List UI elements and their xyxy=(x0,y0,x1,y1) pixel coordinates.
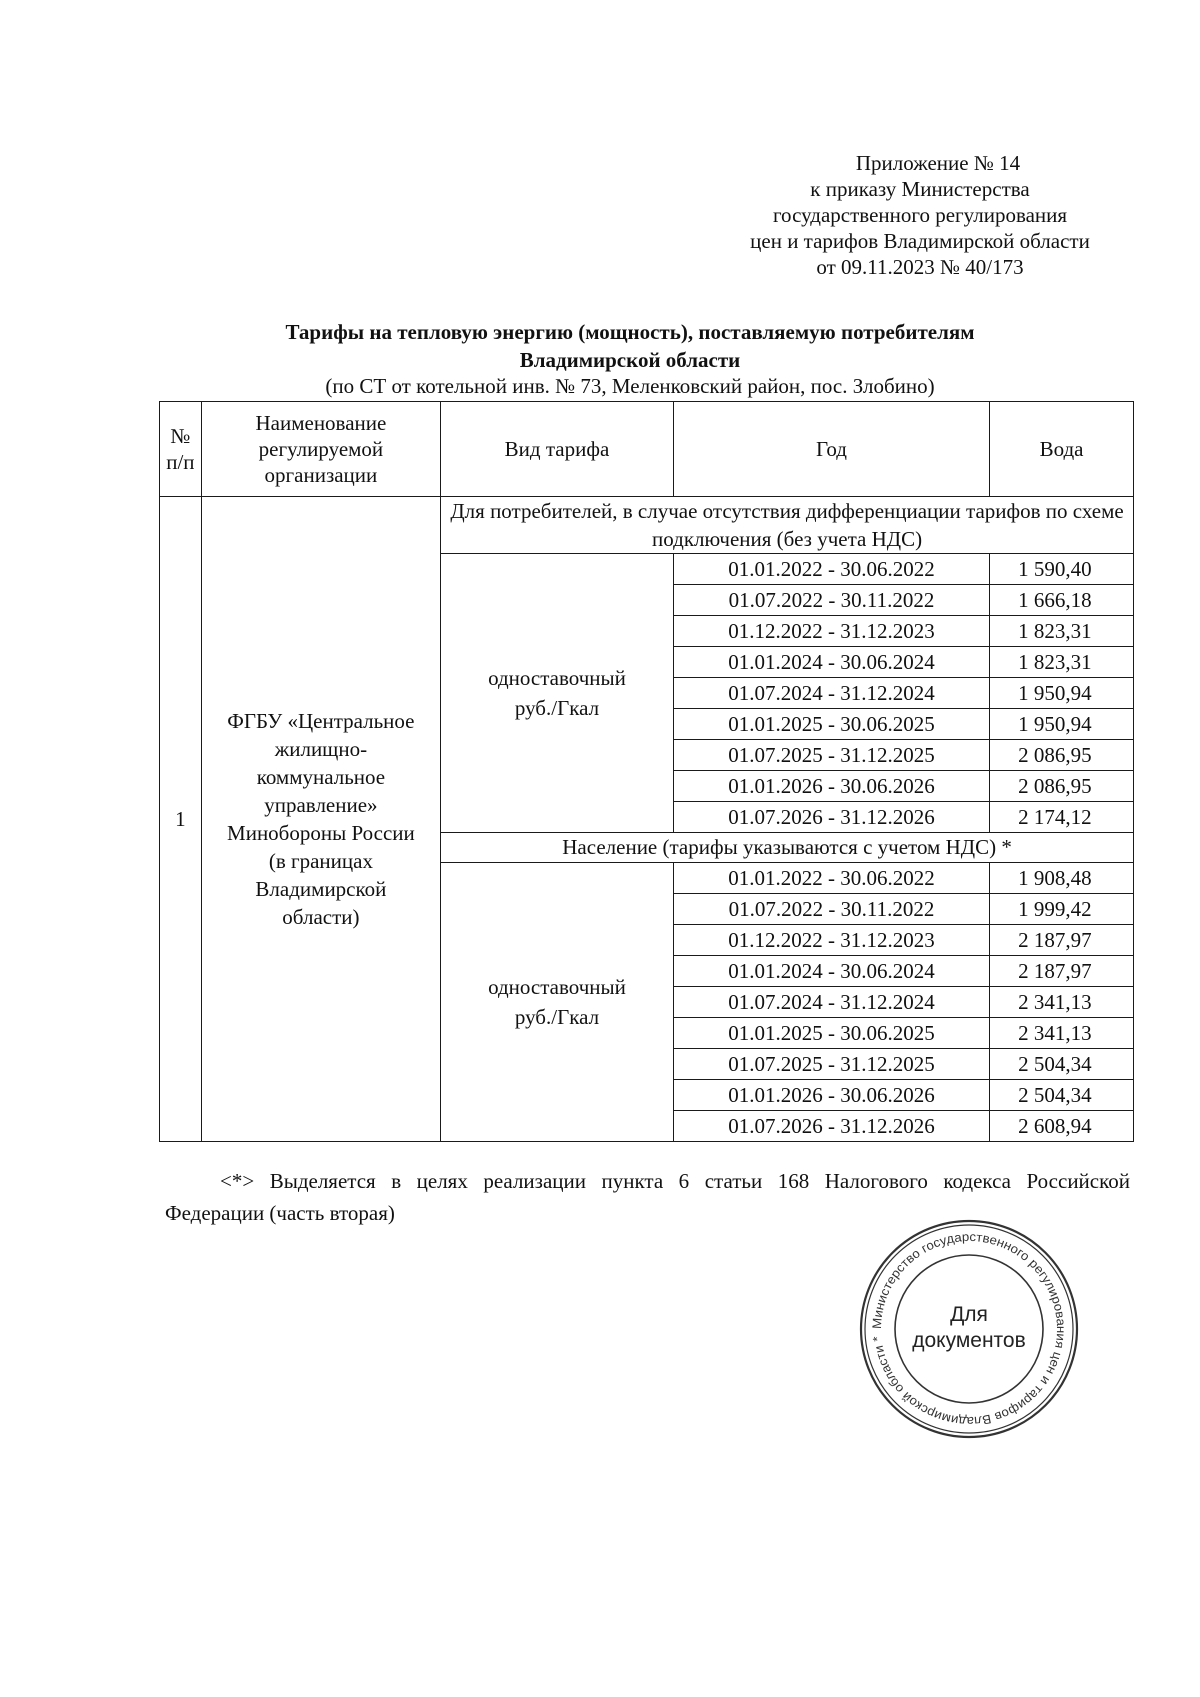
period-cell: 01.07.2022 - 30.11.2022 xyxy=(673,894,989,925)
period-cell: 01.01.2022 - 30.06.2022 xyxy=(673,863,989,894)
period-cell: 01.01.2025 - 30.06.2025 xyxy=(673,709,989,740)
tariff-table xyxy=(159,401,1134,1142)
water-value-cell: 1 950,94 xyxy=(990,709,1134,740)
header-water: Вода xyxy=(990,402,1134,497)
water-value-cell: 1 823,31 xyxy=(990,616,1134,647)
section-title: Население (тарифы указываются с учетом НДС) * xyxy=(441,833,1134,863)
water-value-cell: 2 341,13 xyxy=(990,1018,1134,1049)
water-value-cell: 1 823,31 xyxy=(990,647,1134,678)
period-cell: 01.07.2022 - 30.11.2022 xyxy=(673,585,989,616)
period-cell: 01.01.2025 - 30.06.2025 xyxy=(673,1018,989,1049)
period-cell: 01.07.2024 - 31.12.2024 xyxy=(673,987,989,1018)
period-cell: 01.07.2026 - 31.12.2026 xyxy=(673,1111,989,1142)
title-line-1: Тарифы на тепловую энергию (мощность), поставляемую потребителям xyxy=(285,320,975,344)
title-line-2: Владимирской области xyxy=(519,348,741,372)
header-year: Год xyxy=(673,402,989,497)
section-row xyxy=(160,497,1134,554)
period-cell: 01.01.2024 - 30.06.2024 xyxy=(673,956,989,987)
water-value-cell: 1 999,42 xyxy=(990,894,1134,925)
appendix-order-line: к приказу Министерства xyxy=(810,177,1030,201)
appendix-region-line: цен и тарифов Владимирской области xyxy=(750,229,1090,253)
water-value-cell: 2 187,97 xyxy=(990,956,1134,987)
period-cell: 01.07.2026 - 31.12.2026 xyxy=(673,802,989,833)
water-value-cell: 1 950,94 xyxy=(990,678,1134,709)
row-number: 1 xyxy=(160,497,202,1142)
stamp-center-text: Для документов xyxy=(912,1303,1026,1352)
official-stamp xyxy=(858,1218,1080,1440)
period-cell: 01.12.2022 - 31.12.2023 xyxy=(673,925,989,956)
stamp-ring-text: Министерство государственного регулирования цен и тарифов Владимирской области * xyxy=(869,1229,1069,1429)
footnote-line-2: Федерации (часть вторая) xyxy=(165,1201,395,1225)
water-value-cell: 2 608,94 xyxy=(990,1111,1134,1142)
water-value-cell: 2 086,95 xyxy=(990,771,1134,802)
document-title xyxy=(170,318,1090,374)
tariff-type: одноставочный руб./Гкал xyxy=(441,554,674,833)
period-cell: 01.01.2026 - 30.06.2026 xyxy=(673,771,989,802)
appendix-number: Приложение № 14 xyxy=(855,151,1021,175)
water-value-cell: 1 666,18 xyxy=(990,585,1134,616)
period-cell: 01.01.2024 - 30.06.2024 xyxy=(673,647,989,678)
period-cell: 01.07.2024 - 31.12.2024 xyxy=(673,678,989,709)
water-value-cell: 2 341,13 xyxy=(990,987,1134,1018)
period-cell: 01.07.2025 - 31.12.2025 xyxy=(673,1049,989,1080)
appendix-date-line: от 09.11.2023 № 40/173 xyxy=(816,255,1024,279)
period-cell: 01.07.2025 - 31.12.2025 xyxy=(673,740,989,771)
period-cell: 01.01.2022 - 30.06.2022 xyxy=(673,554,989,585)
footnote-line-1: <*> Выделяется в целях реализации пункта 6 статьи 168 Налогового кодекса Российской xyxy=(220,1169,1130,1193)
water-value-cell: 2 086,95 xyxy=(990,740,1134,771)
period-cell: 01.01.2026 - 30.06.2026 xyxy=(673,1080,989,1111)
organization-name: ФГБУ «Центральное жилищно-коммунальное управление» Минобороны России (в границах Владимирской области) xyxy=(201,497,440,1142)
section-title: Для потребителей, в случае отсутствия дифференциации тарифов по схеме подключения (без учета НДС) xyxy=(441,497,1134,554)
tariff-type: одноставочный руб./Гкал xyxy=(441,863,674,1142)
header-number: № п/п xyxy=(160,402,202,497)
water-value-cell: 2 504,34 xyxy=(990,1080,1134,1111)
water-value-cell: 2 174,12 xyxy=(990,802,1134,833)
water-value-cell: 1 590,40 xyxy=(990,554,1134,585)
table-header-row xyxy=(160,402,1134,497)
header-organization: Наименование регулируемой организации xyxy=(201,402,440,497)
appendix-header xyxy=(700,150,1140,280)
header-tariff-kind: Вид тарифа xyxy=(441,402,674,497)
period-cell: 01.12.2022 - 31.12.2023 xyxy=(673,616,989,647)
water-value-cell: 1 908,48 xyxy=(990,863,1134,894)
appendix-ministry-line: государственного регулирования xyxy=(772,203,1068,227)
water-value-cell: 2 187,97 xyxy=(990,925,1134,956)
document-subtitle: (по СТ от котельной инв. № 73, Меленковский район, пос. Злобино) xyxy=(325,374,935,398)
water-value-cell: 2 504,34 xyxy=(990,1049,1134,1080)
